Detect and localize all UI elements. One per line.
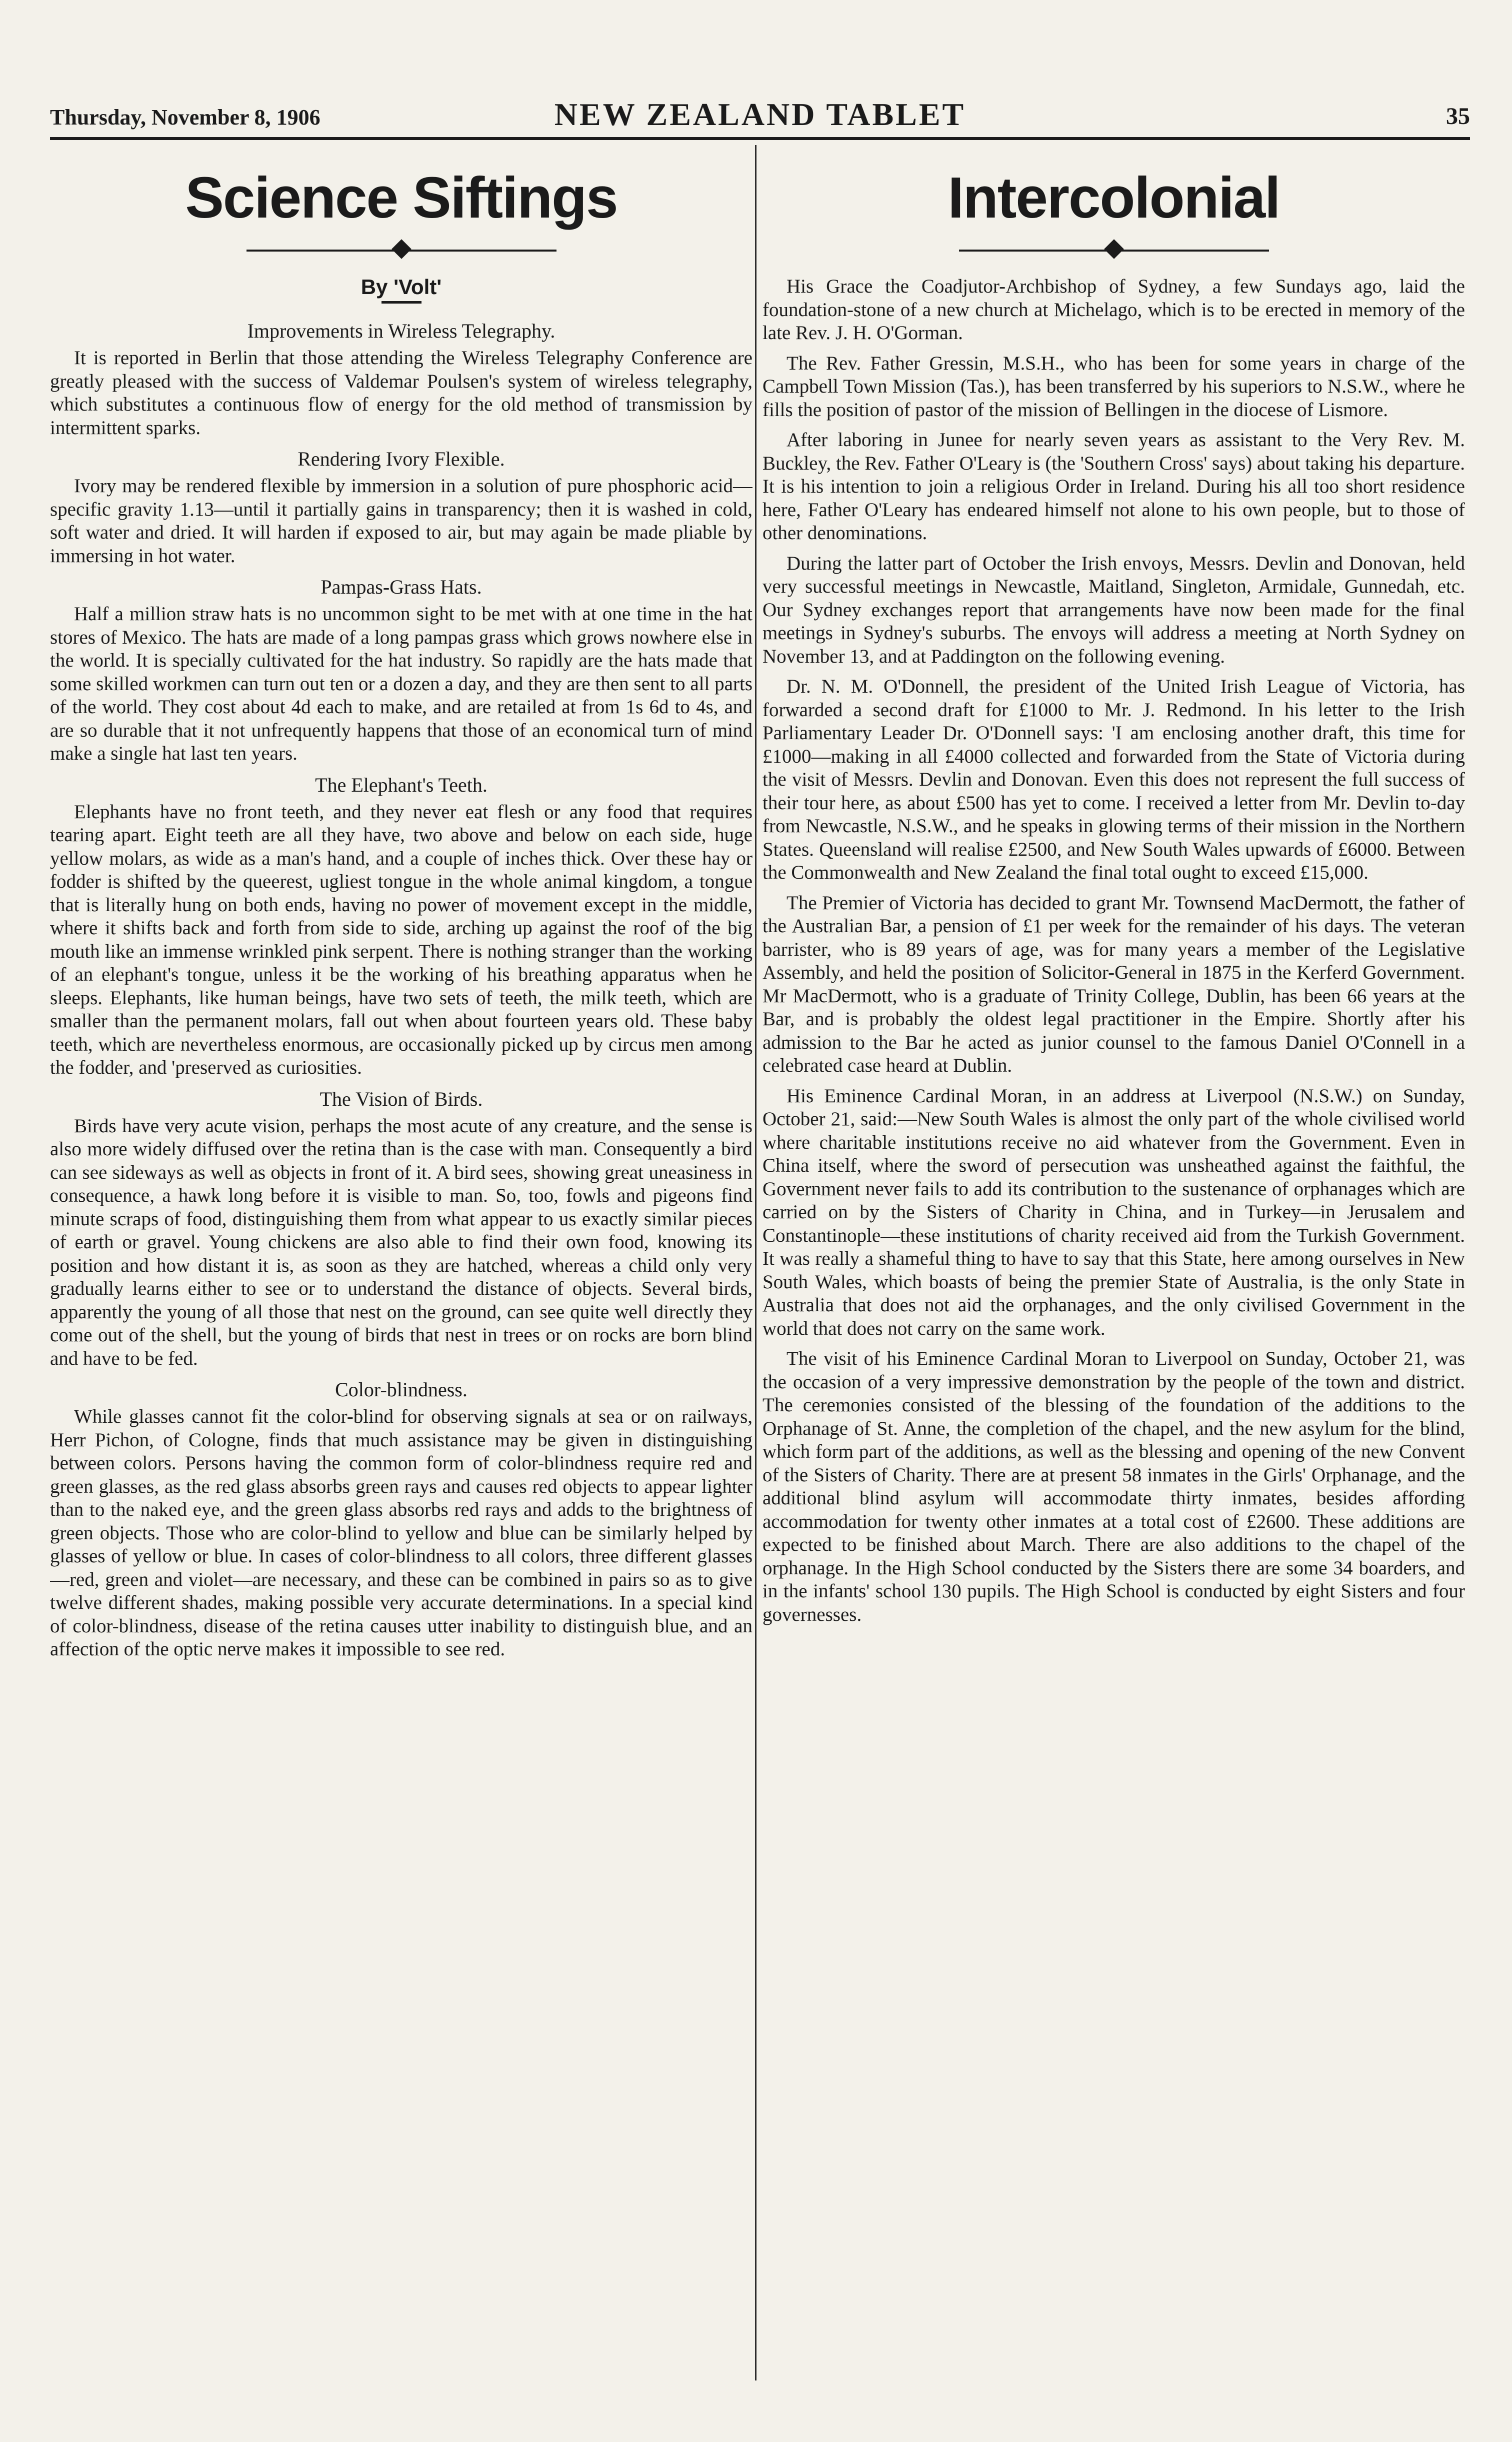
issue-date: Thursday, November 8, 1906 <box>50 105 320 130</box>
section-title: Improvements in Wireless Telegraphy. <box>247 320 556 342</box>
diamond-ornament-icon <box>1104 239 1124 259</box>
intercolonial-column <box>762 145 1465 2395</box>
byline-rule <box>382 301 422 304</box>
article-paragraph: Ivory may be rendered flexible by immersion in a solution of pure phosphoric acid—specific gravity 1.13—until it partially gains in transparency; then it is washed in cold, soft water and dried. It will harden if exposed to air, but may again be made pliable by immersing in hot water. <box>50 475 752 567</box>
news-paragraph: The Rev. Father Gressin, M.S.H., who has been for some years in charge of the Campbell Town Mission (Tas.), has been transferred by his superiors to N.S.W., where he fills the position of pastor of the mission of Bellingen in the diocese of Lismore. <box>762 352 1465 421</box>
column-divider <box>755 145 756 2380</box>
news-paragraph: After laboring in Junee for nearly seven years as assistant to the Very Rev. M. Buckley, the Rev. Father O'Leary is (the 'Southern Cross' says) about taking his departure. It is his intention to join a religious Order in Ireland. During his all too short residence here, Father O'Leary has endeared himself not alone to his own people, but to those of other denominations. <box>762 429 1465 544</box>
section-title: Rendering Ivory Flexible. <box>298 448 505 470</box>
news-paragraph: His Eminence Cardinal Moran, in an address at Liverpool (N.S.W.) on Sunday, October 21, said:—New South Wales is almost the only part of the whole civilised world where charitable institutions receive no aid whatever from the Government. Even in China itself, where the sword of persecution was unsheathed against the faithful, the Government never fails to add its contribution to the sustenance of orphanages which are carried on by the Sisters of Charity in China, and in Turkey—in Jerusalem and Constantinople—these institutions of charity received aid from the Turkish Government. It was really a shameful thing to have to say that this State, here among ourselves in New South Wales, which boasts of being the premier State of Australia, is the only State in Australia that does not aid the orphanages, and the only civilised Government in the world that does not carry on the same work. <box>762 1085 1465 1339</box>
news-paragraph: The visit of his Eminence Cardinal Moran to Liverpool on Sunday, October 21, was the occasion of a very impressive demonstration by the people of the town and district. The ceremonies consisted of the blessing of the foundation of the additions to the Orphanage of St. Anne, the completion of the chapel, and the new asylum for the blind, which form part of the additions, as well as the blessing and opening of the new Convent of the Sisters of Charity. There are at present 58 inmates in the Girls' Orphanage, and the additional blind asylum will accommodate thirty inmates, besides affording accommodation for twenty other inmates at a total cost of £2600. These additions are expected to be finished about March. There are also additions to the chapel of the orphanage. In the High School conducted by the Sisters there are some 34 boarders, and in the infants' school 130 pupils. The High School is conducted by eight Sisters and four governesses. <box>762 1348 1465 1625</box>
masthead <box>50 93 1470 140</box>
science-siftings-column <box>50 145 752 2395</box>
news-paragraph: During the latter part of October the Irish envoys, Messrs. Devlin and Donovan, held very successful meetings in Newcastle, Maitland, Singleton, Armidale, Gunnedah, etc. Our Sydney exchanges report that arrangements have now been made for the final meetings in Sydney's suburbs. The envoys will address a meeting at North Sydney on November 13, and at Paddington on the following evening. <box>762 552 1465 667</box>
ornament-rule <box>959 240 1269 260</box>
science-siftings-heading: Science Siftings <box>185 165 618 230</box>
section-title: Pampas-Grass Hats. <box>320 576 482 598</box>
news-paragraph: His Grace the Coadjutor-Archbishop of Sydney, a few Sundays ago, laid the foundation-stone of a new church at Michelago, which is to be erected in memory of the late Rev. J. H. O'Gorman. <box>762 276 1465 344</box>
intercolonial-heading: Intercolonial <box>948 165 1280 230</box>
article-paragraph: Elephants have no front teeth, and they never eat flesh or any food that requires tearing apart. Eight teeth are all they have, two above and below on each side, huge yellow molars, as wide as a man's hand, and a couple of inches thick. Over these hay or fodder is shifted by the queerest, ugliest tongue in the whole animal kingdom, a tongue that is literally hung on both ends, having no power of movement except in the middle, where it shifts back and forth from side to side, arching up against the roof of the big mouth like an immense wrinkled pink serpent. There is nothing stranger than the working of an elephant's tongue, unless it be the working of his breathing apparatus when he sleeps. Elephants, like human beings, have two sets of teeth, the milk teeth, which are smaller than the permanent molars, fall out when about fourteen years old. These baby teeth, which are nevertheless enormous, are occasionally picked up by circus men among the fodder, and 'preserved as curiosities. <box>50 801 752 1078</box>
diamond-ornament-icon <box>392 239 412 259</box>
article-paragraph: While glasses cannot fit the color-blind for observing signals at sea or on railways, Herr Pichon, of Cologne, finds that much assistance may be given in distinguishing between colors. Persons having the common form of color-blindness require red and green glasses, as the red glass absorbs green rays and causes red objects to appear lighter than to the naked eye, and the green glass absorbs red rays and adds to the brightness of green objects. Those who are color-blind to yellow and blue can be similarly helped by glasses of yellow or blue. In cases of color-blindness to all colors, three different glasses—red, green and violet—are necessary, and these can be combined in pairs so as to give twelve different shades, making possible very accurate determinations. In a special kind of color-blindness, disease of the retina causes utter inability to distinguish blue, and an affection of the optic nerve makes it impossible to see red. <box>50 1406 752 1660</box>
news-paragraph: The Premier of Victoria has decided to grant Mr. Townsend MacDermott, the father of the Australian Bar, a pension of £1 per week for the remainder of his days. The veteran barrister, who is 89 years of age, was for many years a member of the Legislative Assembly, and held the position of Solicitor-General in 1875 in the Kerferd Government. Mr MacDermott, who is a graduate of Trinity College, Dublin, has been 66 years at the Bar, and is probably the oldest legal practitioner in the Empire. Shortly after his admission to the Bar he acted as junior counsel to the famous Daniel O'Connell in a celebrated case heard at Dublin. <box>762 892 1465 1076</box>
article-paragraph: Half a million straw hats is no uncommon sight to be met with at one time in the hat stores of Mexico. The hats are made of a long pampas grass which grows nowhere else in the world. It is specially cultivated for the hat industry. So rapidly are the hats made that some skilled workmen can turn out ten or a dozen a day, and they are then sent to all parts of the world. They cost about 4d each to make, and are retailed at from 1s 6d to 4s, and are so durable that it not unfrequently happens that those of an economical turn of mind make a single hat last ten years. <box>50 603 752 764</box>
byline: By 'Volt' <box>360 275 442 299</box>
ornament-rule <box>246 240 556 260</box>
section-title: The Elephant's Teeth. <box>315 773 488 796</box>
article-paragraph: It is reported in Berlin that those attending the Wireless Telegraphy Conference are greatly pleased with the success of Valdemar Poulsen's system of wireless telegraphy, which substitutes a continuous flow of energy for the old method of transmission by intermittent sparks. <box>50 347 752 439</box>
newspaper-title: NEW ZEALAND TABLET <box>554 97 966 132</box>
news-paragraph: Dr. N. M. O'Donnell, the president of the United Irish League of Victoria, has forwarded a second draft for £1000 to Mr. J. Redmond. In his letter to the Irish Parliamentary Leader Dr. O'Donnell says: 'I am enclosing another draft, this time for £1000—making in all £4000 collected and forwarded from the State of Victoria during the visit of Messrs. Devlin and Donovan. Even this does not represent the full success of their tour here, as about £500 has yet to come. I received a letter from Mr. Devlin to-day from Newcastle, N.S.W., and he speaks in glowing terms of their mission in the Northern States. Queensland will realise £2500, and New South Wales upwards of £6000. Between the Commonwealth and New Zealand the final total ought to exceed £15,000. <box>762 676 1465 883</box>
page-number: 35 <box>1446 103 1470 130</box>
article-paragraph: Birds have very acute vision, perhaps the most acute of any creature, and the sense is also more widely diffused over the retina than is the case with man. Consequently a bird can see sideways as well as objects in front of it. A bird sees, showing great uneasiness in consequence, a hawk long before it is visible to man. So, too, fowls and pigeons find minute scraps of food, distinguishing them from what appear to us exactly similar pieces of earth or gravel. Young chickens are also able to find their own food, knowing its position and how distant it is, as soon as they are hatched, whereas a child only very gradually learns either to see or to understand the distance of objects. Several birds, apparently the young of all those that nest on the ground, can see quite well directly they come out of the shell, but the young of birds that nest in trees or on rocks are born blind and have to be fed. <box>50 1115 752 1369</box>
section-title: Color-blindness. <box>335 1378 468 1401</box>
section-title: The Vision of Birds. <box>320 1087 483 1110</box>
